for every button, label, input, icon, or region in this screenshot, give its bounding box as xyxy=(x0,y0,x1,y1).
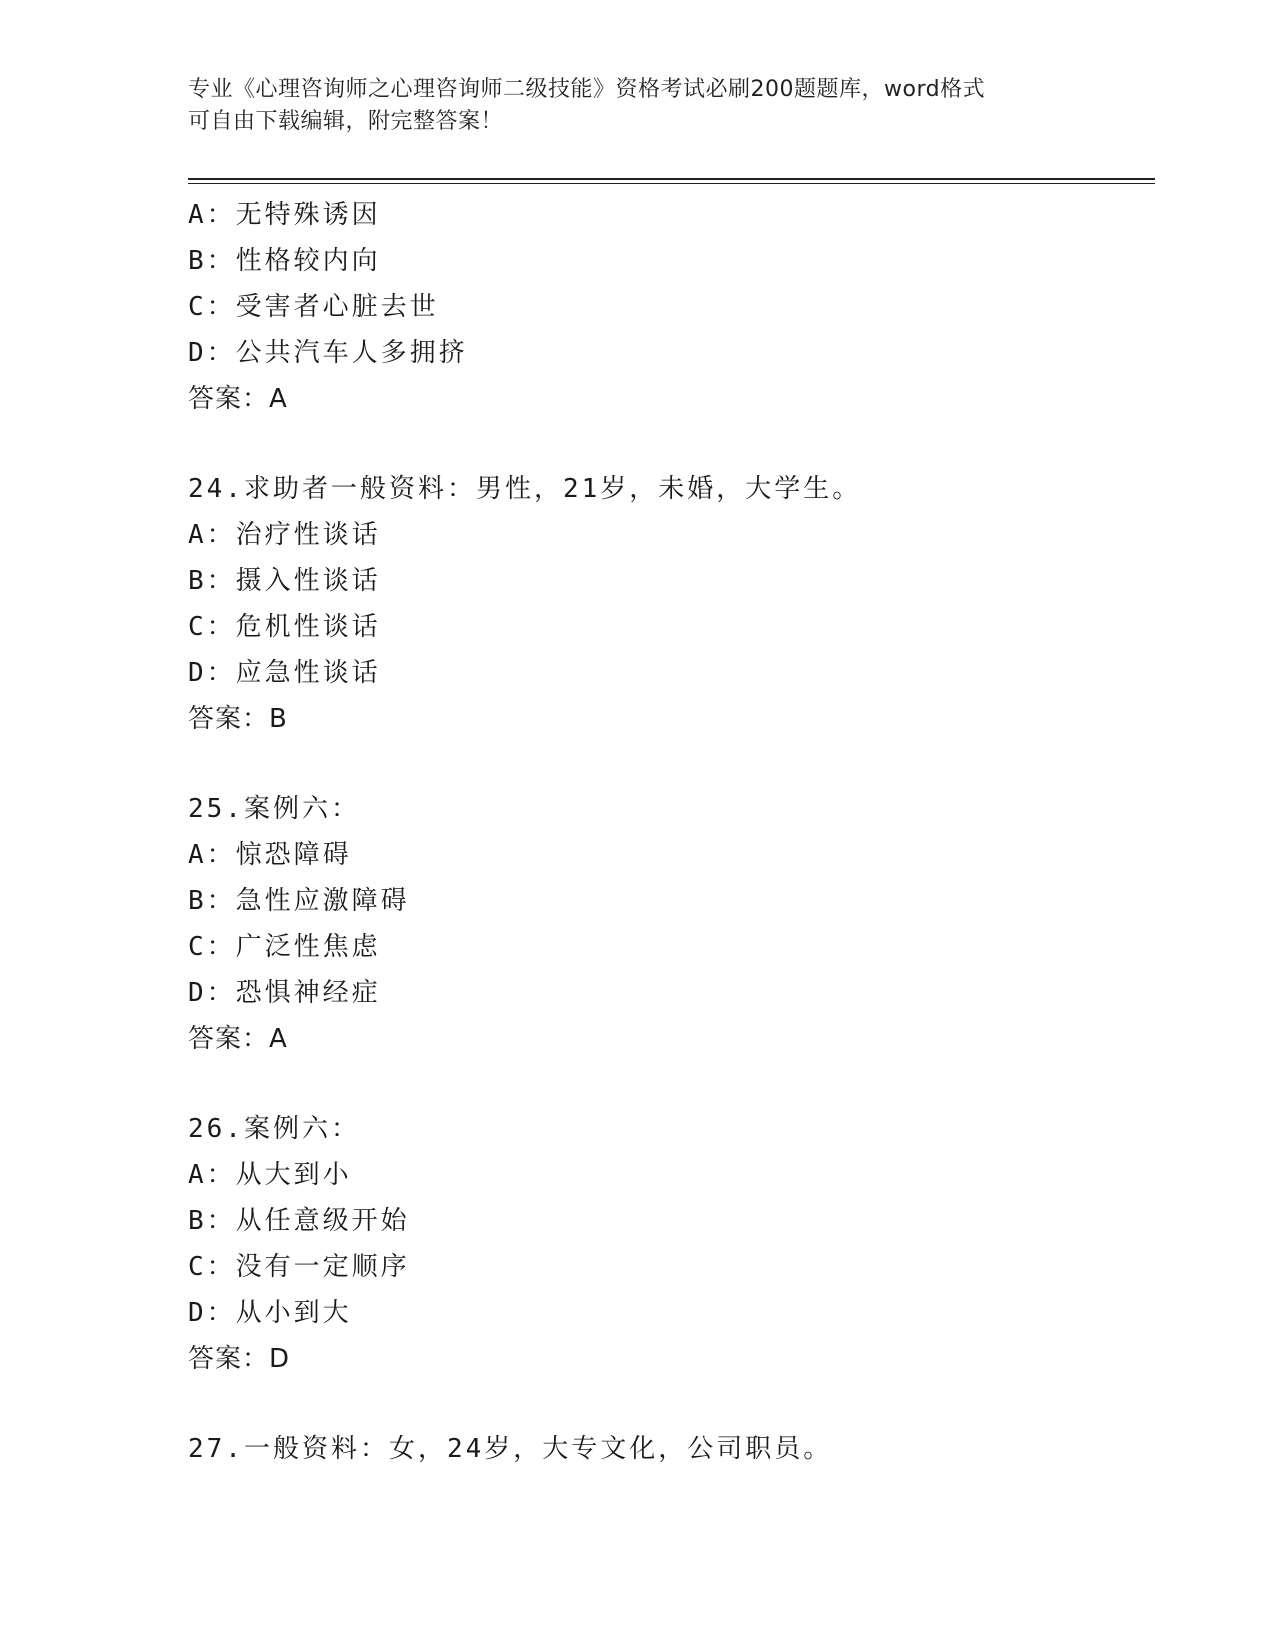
option-c: C：没有一定顺序 xyxy=(188,1252,410,1282)
option-b: B：性格较内向 xyxy=(188,246,381,276)
answer-line: 答案：A xyxy=(188,1024,288,1054)
question-block xyxy=(188,192,1148,422)
document-header xyxy=(188,74,1088,138)
option-d: D：应急性谈话 xyxy=(188,658,381,688)
question-list xyxy=(188,192,1148,1472)
option-d: D：恐惧神经症 xyxy=(188,978,381,1008)
question-text: 27.一般资料：女，24岁，大专文化，公司职员。 xyxy=(188,1434,833,1464)
header-line-1: 专业《心理咨询师之心理咨询师二级技能》资格考试必刷200题题库，word格式 xyxy=(188,77,986,102)
question-text: 24.求助者一般资料：男性，21岁，未婚，大学生。 xyxy=(188,474,862,504)
option-d: D：从小到大 xyxy=(188,1298,352,1328)
question-text: 26.案例六： xyxy=(188,1114,360,1144)
question-block xyxy=(188,786,1148,1062)
option-a: A：治疗性谈话 xyxy=(188,520,381,550)
question-text: 25.案例六： xyxy=(188,794,360,824)
header-divider-bottom xyxy=(188,183,1155,184)
answer-line: 答案：D xyxy=(188,1344,291,1374)
option-d: D：公共汽车人多拥挤 xyxy=(188,338,468,368)
header-divider-top xyxy=(188,178,1155,180)
option-b: B：摄入性谈话 xyxy=(188,566,381,596)
option-c: C：受害者心脏去世 xyxy=(188,292,439,322)
answer-line: 答案：B xyxy=(188,704,288,734)
option-a: A：从大到小 xyxy=(188,1160,352,1190)
question-block xyxy=(188,1426,1148,1472)
answer-line: 答案：A xyxy=(188,384,288,414)
option-a: A：惊恐障碍 xyxy=(188,840,352,870)
question-block xyxy=(188,1106,1148,1382)
option-c: C：危机性谈话 xyxy=(188,612,381,642)
option-b: B：从任意级开始 xyxy=(188,1206,410,1236)
option-c: C：广泛性焦虑 xyxy=(188,932,381,962)
option-a: A：无特殊诱因 xyxy=(188,200,381,230)
question-block xyxy=(188,466,1148,742)
header-line-2: 可自由下载编辑，附完整答案！ xyxy=(188,109,504,134)
option-b: B：急性应激障碍 xyxy=(188,886,410,916)
